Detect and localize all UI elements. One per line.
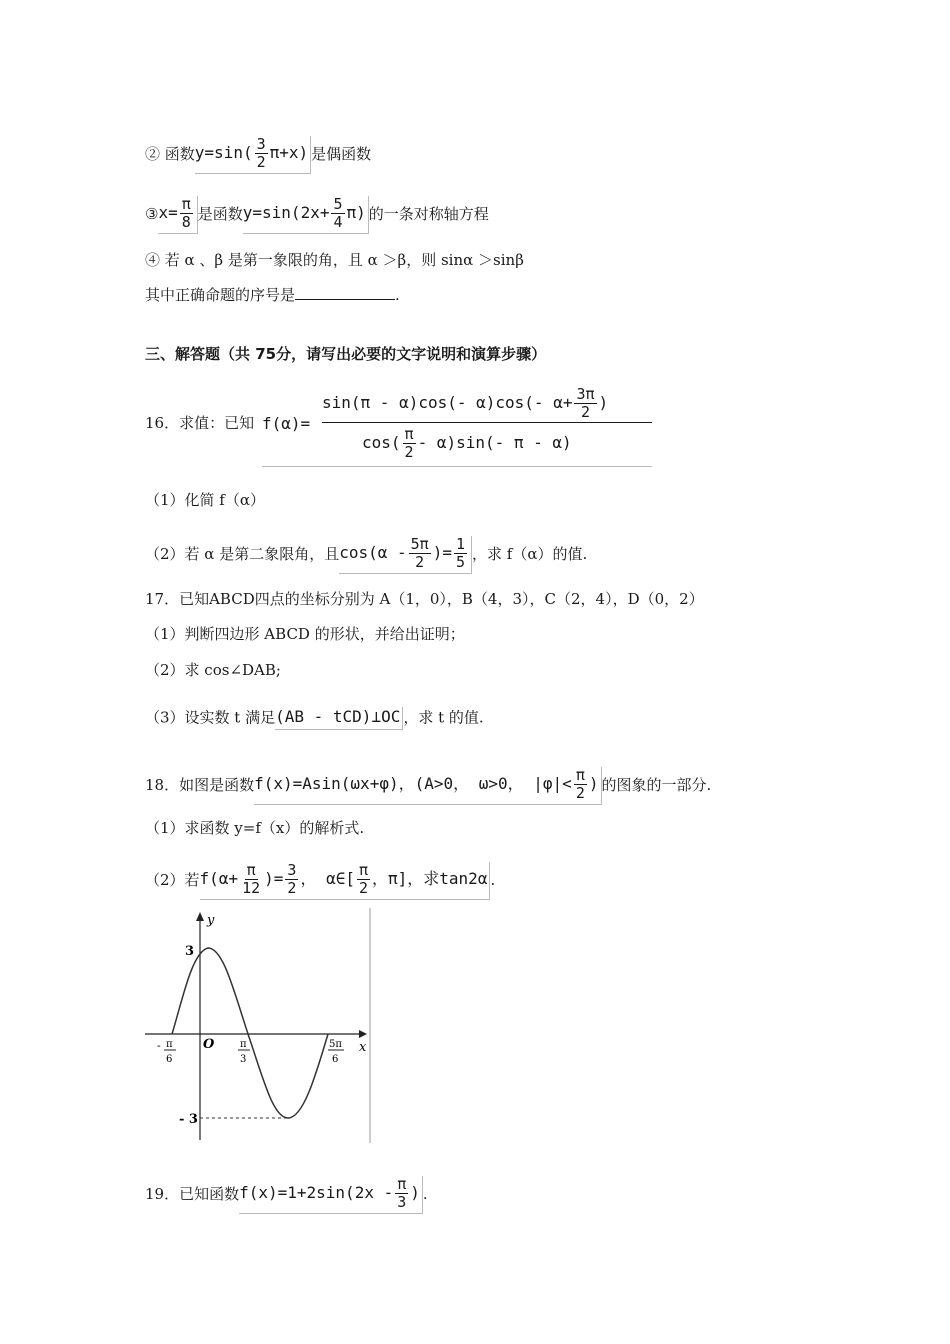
problem-17-label: 17．已知ABCD四点的坐标分别为 A（1，0），B（4，3），C（2，4），D（0，2） — [145, 590, 704, 608]
sine-curve — [172, 948, 328, 1118]
prop3-formula: y=sin(2x+ $\frac{5}{4}$ π) — [243, 196, 369, 234]
problem-18-label: 18．如图是函数f(x)=Asin(ωx+φ)，(A>0， ω>0， |φ|< $\frac{\pi}{2}$ ) 的图象的一部分. — [145, 767, 711, 805]
prop2-suffix: 是偶函数 — [311, 145, 372, 163]
section-heading: 三、解答题（共 75分，请写出必要的文字说明和演算步骤） — [145, 345, 547, 363]
tick3-num: 5π — [329, 1039, 342, 1050]
problem-17-part3: （3）设实数 t 满足(AB - tCD)⊥OC ，求 t 的值. — [145, 707, 484, 730]
prop2-prefix: ② 函数 — [145, 145, 195, 163]
tick1-num: π — [166, 1039, 173, 1050]
prop3-prefix: ③ — [145, 205, 159, 223]
y-min-label: - 3 — [179, 1112, 198, 1127]
x-axis-arrow-icon — [359, 1030, 367, 1038]
problem-16-formula: f(α)= sin(π - α)cos(- α)cos(- α+ $\frac{3\pi}{2}$ ) cos( $\frac{\pi}{2}$ - α)sin(- π - α) — [262, 380, 652, 467]
problem-19-label: 19．已知函数f(x)=1+2sin(2x - $\frac{\pi}{3}$ ) . — [145, 1176, 428, 1214]
problem-16-label: 16．求值：已知 — [145, 414, 255, 432]
prop3-axis: x= $\frac{\pi}{8}$ — [158, 196, 197, 234]
problem-18-part2: （2）若f(α+ $\frac{\pi}{12}$ )= $\frac{3}{2}$ ， α∈[ $\frac{\pi}{2}$ ，π]，求tan2α . — [145, 862, 495, 900]
answer-prompt: 其中正确命题的序号是 . — [145, 286, 400, 304]
tick2-den: 3 — [240, 1054, 247, 1065]
proposition-4: ④ 若 α 、β 是第一象限的角，且 α ＞β，则 sinα ＞sinβ — [145, 251, 524, 269]
tick1-den: 6 — [166, 1054, 173, 1065]
tick2-num: π — [240, 1039, 247, 1050]
problem-16-part2: （2）若 α 是第二象限角，且cos(α - $\frac{5\pi}{2}$ )= $\frac{1}{5}$ ，求 f（α）的值. — [145, 536, 587, 574]
prop2-formula: y=sin( $\frac{3}{2}$ π+x) — [195, 136, 311, 174]
y-max-label: 3 — [185, 944, 195, 959]
x-axis-label: x — [359, 1040, 367, 1055]
problem-17-part2: （2）求 cos∠DAB; — [145, 661, 281, 679]
proposition-3: ③x= $\frac{\pi}{8}$ 是函数y=sin(2x+ $\frac{5}{4}$ π) 的一条对称轴方程 — [145, 196, 489, 234]
y-axis-label: y — [207, 913, 215, 928]
sine-graph-figure — [145, 908, 375, 1143]
proposition-2 — [145, 136, 371, 174]
tick1-sign: - — [157, 1039, 161, 1052]
tick3-den: 6 — [332, 1054, 339, 1065]
y-axis-arrow-icon — [196, 912, 204, 921]
answer-blank[interactable] — [295, 299, 395, 300]
problem-18-part1: （1）求函数 y=f（x）的解析式. — [145, 819, 365, 837]
origin-label: O — [203, 1037, 215, 1052]
problem-16-part1: （1）化简 f（α） — [145, 491, 265, 509]
problem-17-part1: （1）判断四边形 ABCD 的形状，并给出证明； — [145, 625, 465, 643]
